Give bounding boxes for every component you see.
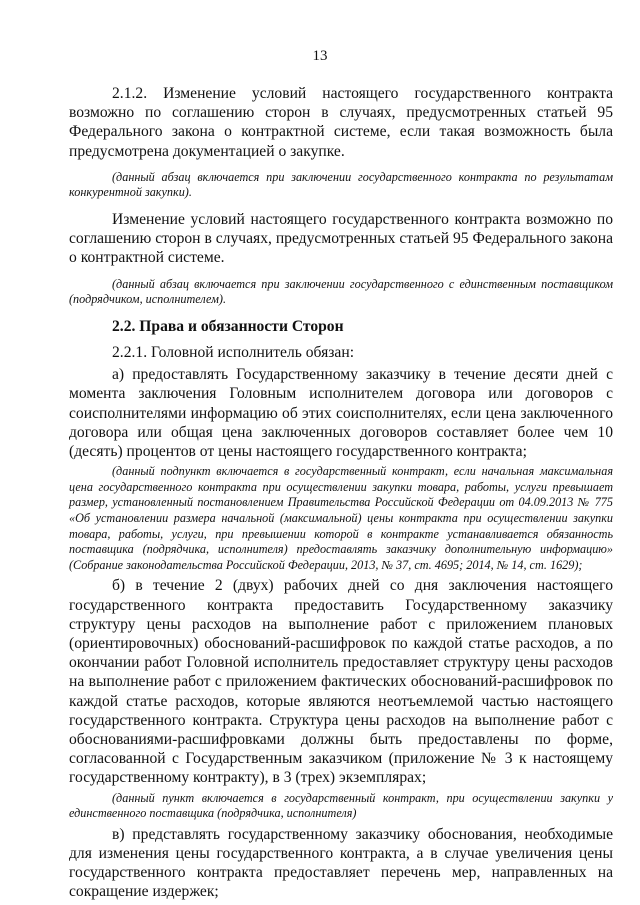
- document-body: [69, 84, 613, 902]
- clause-paragraph-single-supplier: Изменение условий настоящего государственного контракта возможно по соглашению сторон в случаях, предусмотренных статьей 95 Федерального закона о контрактной системе.: [69, 211, 613, 267]
- subclause-a-paragraph: а) предоставлять Государственному заказчику в течение десяти дней с момента заключения Головным исполнителем договора или договоров с соисполнителями информацию об этих соисполнителях, если цена заключенного договора или общая цена заключенных договоров составляет более чем 10 (десять) процентов от цены настоящего государственного контракта;: [69, 366, 613, 461]
- clause-2-2-1-paragraph: 2.2.1. Головной исполнитель обязан:: [112, 344, 355, 361]
- subclause-v-paragraph: в) представлять государственному заказчику обоснования, необходимые для изменения цены государственного контракта, а в случае увеличения цены государственного контракта предоставляет перечень мер, направленных на сокращение издержек;: [69, 825, 613, 901]
- subclause-b-paragraph: б) в течение 2 (двух) рабочих дней со дня заключения настоящего государственного контракта предоставить Государственному заказчику структуру цены расходов на выполнение работ с приложением плановых (ориентировочных) обоснований-расшифровок по каждой статье расходов, а по окончании работ Головной исполнитель предоставляет структуру цены расходов на выполнение работ с приложением фактических обоснований-расшифровок по каждой статье расходов, которые являются неотъемлемой частью настоящего государственного контракта. Структура цены расходов на выполнение работ с обоснованиями-расшифровками должны быть предоставлены по форме, согласованной с Государственным заказчиком (приложение № 3 к настоящему государственному контракту), в 3 (трех) экземплярах;: [69, 577, 613, 787]
- page-number: 13: [312, 48, 328, 64]
- section-heading-rights-obligations: 2.2. Права и обязанности Сторон: [112, 317, 344, 335]
- clause-note-single-supplier: (данный абзац включается при заключении государственного с единственным поставщиком (подрядчиком, исполнителем).: [69, 276, 613, 307]
- clause-2-1-2-paragraph: 2.1.2. Изменение условий настоящего государственного контракта возможно по соглашению сторон в случаях, предусмотренных статьей 95 Федерального закона о контрактной системе, если такая возможность была предусмотрена документацией о закупке.: [69, 85, 613, 160]
- subclause-a-note: (данный подпункт включается в государственный контракт, если начальная максимальная цена государственного контракта при осуществлении закупки товара, работы, услуги превышает размер, установленный постановлением Правительства Российской Федерации от 04.09.2013 № 775 «Об установлении размера начальной (максимальной) цены контракта при осуществлении закупки товара, работы, услуги, при превышении которой в контракте устанавливается обязанность поставщика (подрядчика, исполнителя) предоставлять заказчику дополнительную информацию» (Собрание законодательства Российской Федерации, 2013, № 37, ст. 4695; 2014, № 14, ст. 1629);: [69, 464, 613, 572]
- clause-note-competitive-procurement: (данный абзац включается при заключении государственного контракта по результатам конкурентной закупки).: [69, 169, 613, 200]
- subclause-b-note: (данный пункт включается в государственный контракт, при осуществлении закупки у единственного поставщика (подрядчика, исполнителя): [69, 790, 613, 821]
